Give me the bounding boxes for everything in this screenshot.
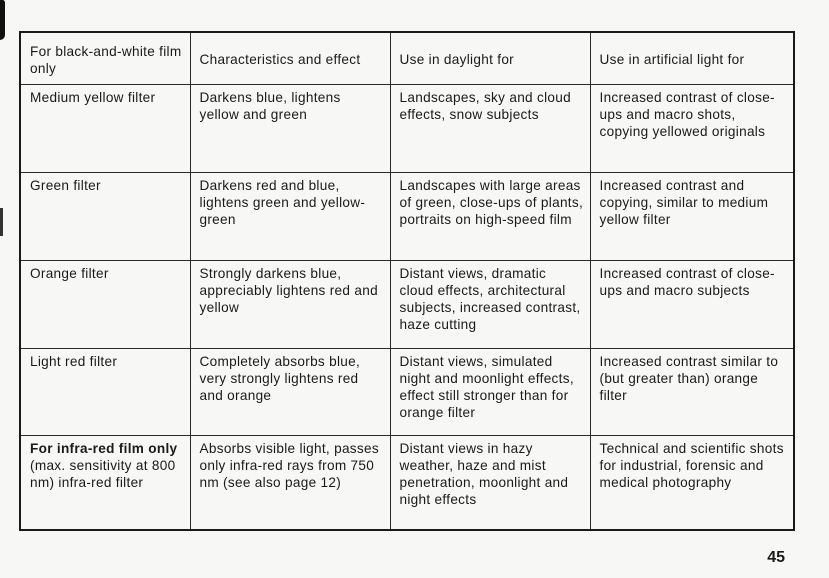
filter-name: Medium yellow filter [20,85,190,173]
artificial-light-use: Increased contrast and copying, similar to medium yellow filter [590,173,794,261]
daylight-use: Landscapes, sky and cloud effects, snow subjects [390,85,590,173]
table-row-infrared [20,436,794,530]
table-row [20,260,794,348]
daylight-use: Distant views in hazy weather, haze and mist penetration, moonlight and night effects [390,436,590,530]
table-row [20,173,794,261]
filter-effect: Absorbs visible light, passes only infra-red rays from 750 nm (see also page 12) [190,436,390,530]
filter-name: Orange filter [20,260,190,348]
infrared-film-title: For infra-red film only [30,441,178,457]
infrared-filter-detail: (max. sensitivity at 800 nm) infra-red filter [30,458,176,491]
daylight-use: Distant views, simulated night and moonlight effects, effect still stronger than for orange filter [390,348,590,436]
filter-effect: Strongly darkens blue, appreciably lightens red and yellow [190,260,390,348]
filter-name: Light red filter [20,348,190,436]
filter-name: Green filter [20,173,190,261]
filter-effect: Darkens blue, lightens yellow and green [190,85,390,173]
daylight-use: Landscapes with large areas of green, close-ups of plants, portraits on high-speed film [390,173,590,261]
artificial-light-use: Technical and scientific shots for industrial, forensic and medical photography [590,436,794,530]
artificial-light-use: Increased contrast of close-ups and macro subjects [590,260,794,348]
artificial-light-use: Increased contrast of close-ups and macro shots, copying yellowed originals [590,85,794,173]
header-row [20,32,794,85]
table-row [20,85,794,173]
filter-table [19,31,795,531]
filter-name-infrared [20,436,190,530]
page-edge-mark [0,0,5,40]
header-daylight: Use in daylight for [390,32,590,85]
page-number: 45 [767,549,785,566]
table-row [20,348,794,436]
filter-effect: Completely absorbs blue, very strongly lightens red and orange [190,348,390,436]
filter-effect: Darkens red and blue, lightens green and yellow-green [190,173,390,261]
header-characteristics: Characteristics and effect [190,32,390,85]
header-artificial-light: Use in artificial light for [590,32,794,85]
daylight-use: Distant views, dramatic cloud effects, architectural subjects, increased contrast, haze cutting [390,260,590,348]
artificial-light-use: Increased contrast similar to (but greater than) orange filter [590,348,794,436]
header-film-type: For black-and-white film only [20,32,190,85]
page-edge-mark-lower [0,208,3,236]
